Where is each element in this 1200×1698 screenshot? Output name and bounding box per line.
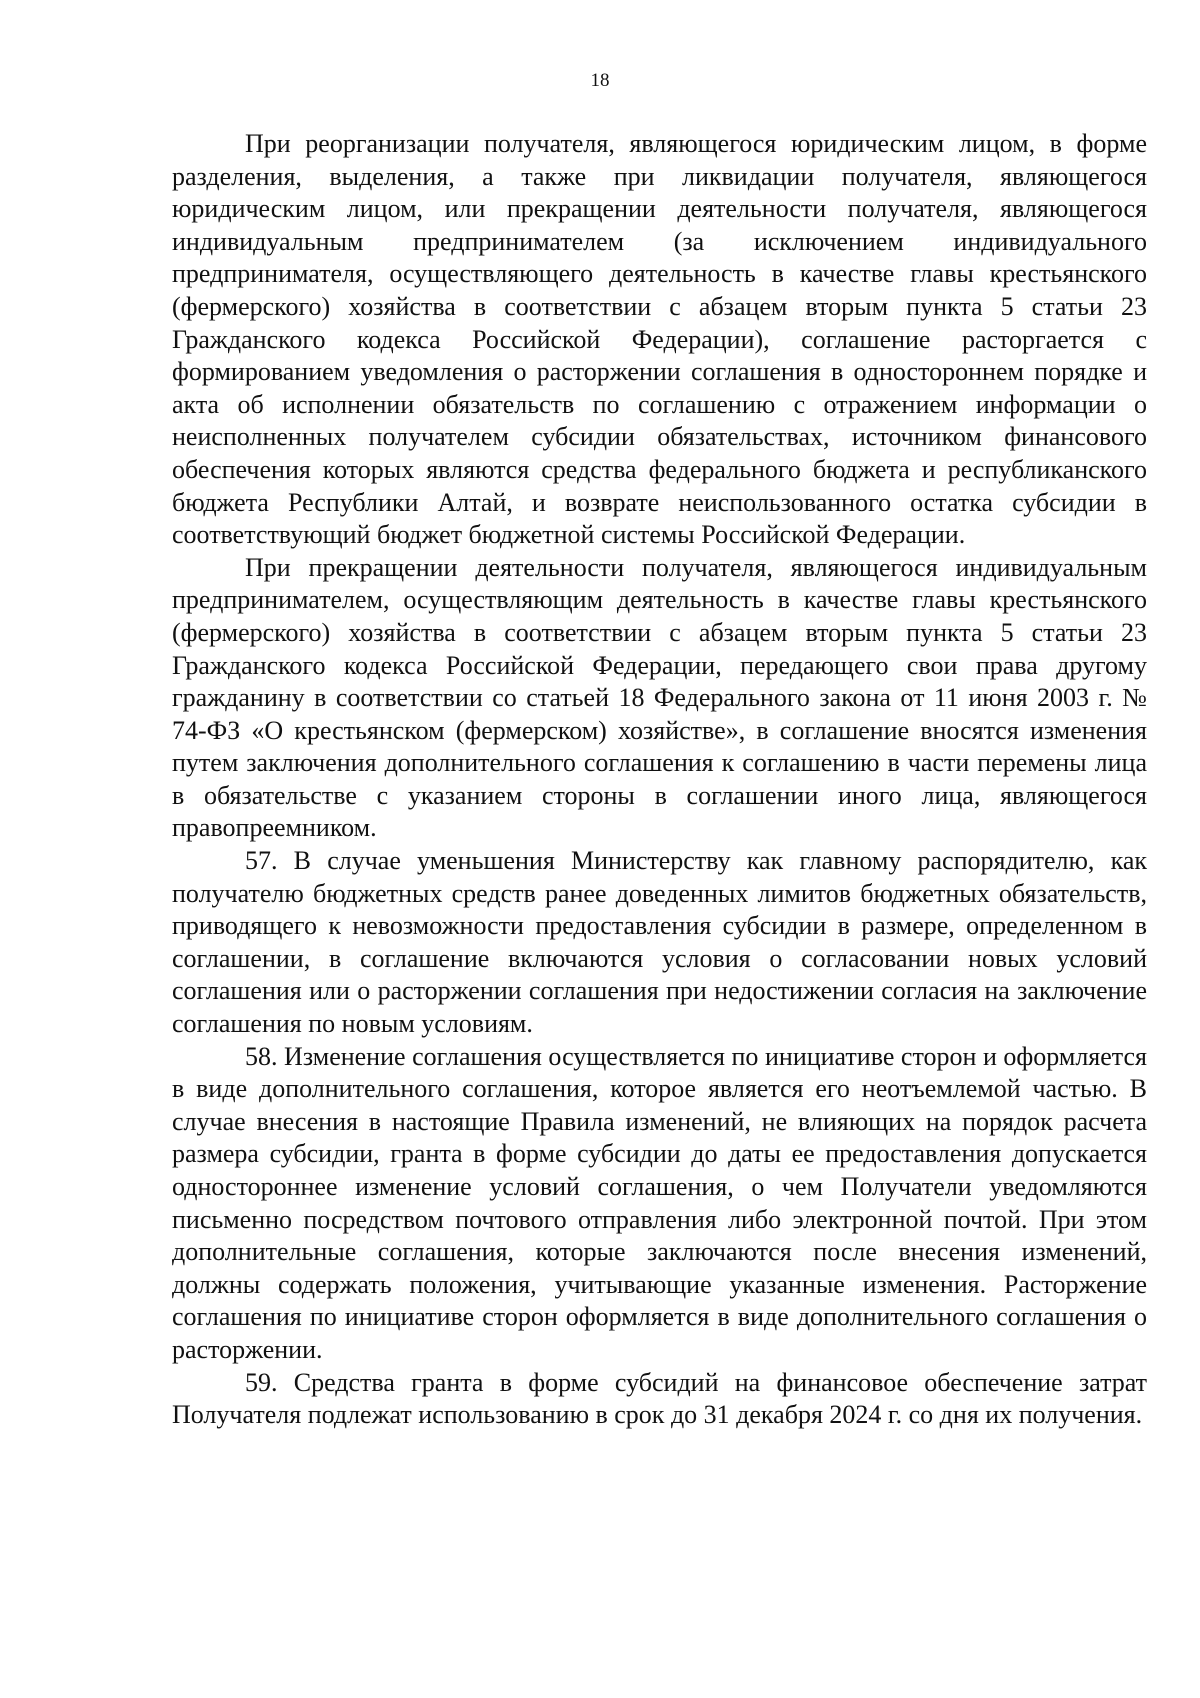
- paragraph-termination: При прекращении деятельности получателя, являющегося индивидуальным предпринимателем, осуществляющим деятельность в качестве главы крестьянского (фермерского) хозяйства в соответствии с абзацем вторым пункта 5 статьи 23 Гражданского кодекса Российской Федерации, передающего свои права другому гражданину в соответствии со статьей 18 Федерального закона от 11 июня 2003 г. № 74-ФЗ «О крестьянском (фермерском) хозяйстве», в соглашение вносятся изменения путем заключения дополнительного соглашения к соглашению в части перемены лица в обязательстве с указанием стороны в соглашении иного лица, являющегося правопреемником.: [172, 552, 1147, 843]
- paragraph-58: 58. Изменение соглашения осуществляется по инициативе сторон и оформляется в виде дополнительного соглашения, которое является его неотъемлемой частью. В случае внесения в настоящие Правила изменений, не влияющих на порядок расчета размера субсидии, гранта в форме субсидии до даты ее предоставления допускается одностороннее изменение условий соглашения, о чем Получатели уведомляются письменно посредством почтового отправления либо электронной почтой. При этом дополнительные соглашения, которые заключаются после внесения изменений, должны содержать положения, учитывающие указанные изменения. Расторжение соглашения по инициативе сторон оформляется в виде дополнительного соглашения о расторжении.: [172, 1041, 1147, 1364]
- paragraph-59: 59. Средства гранта в форме субсидий на финансовое обеспечение затрат Получателя подлежат использованию в срок до 31 декабря 2024 г. со дня их получения.: [172, 1367, 1147, 1430]
- document-body: [172, 128, 1147, 1432]
- page-number: 18: [590, 70, 610, 91]
- paragraph-57: 57. В случае уменьшения Министерству как главному распорядителю, как получателю бюджетных средств ранее доведенных лимитов бюджетных обязательств, приводящего к невозможности предоставления субсидии в размере, определенном в соглашении, в соглашение включаются условия о согласовании новых условий соглашения или о расторжении соглашения при недостижении согласия на заключение соглашения по новым условиям.: [172, 846, 1147, 1039]
- paragraph-reorganization: При реорганизации получателя, являющегося юридическим лицом, в форме разделения, выделения, а также при ликвидации получателя, являющегося юридическим лицом, или прекращении деятельности получателя, являющегося индивидуальным предпринимателем (за исключением индивидуального предпринимателя, осуществляющего деятельность в качестве главы крестьянского (фермерского) хозяйства в соответствии с абзацем вторым пункта 5 статьи 23 Гражданского кодекса Российской Федерации), соглашение расторгается с формированием уведомления о расторжении соглашения в одностороннем порядке и акта об исполнении обязательств по соглашению с отражением информации о неисполненных получателем субсидии обязательствах, источником финансового обеспечения которых являются средства федерального бюджета и республиканского бюджета Республики Алтай, и возврате неиспользованного остатка субсидии в соответствующий бюджет бюджетной системы Российской Федерации.: [172, 129, 1147, 550]
